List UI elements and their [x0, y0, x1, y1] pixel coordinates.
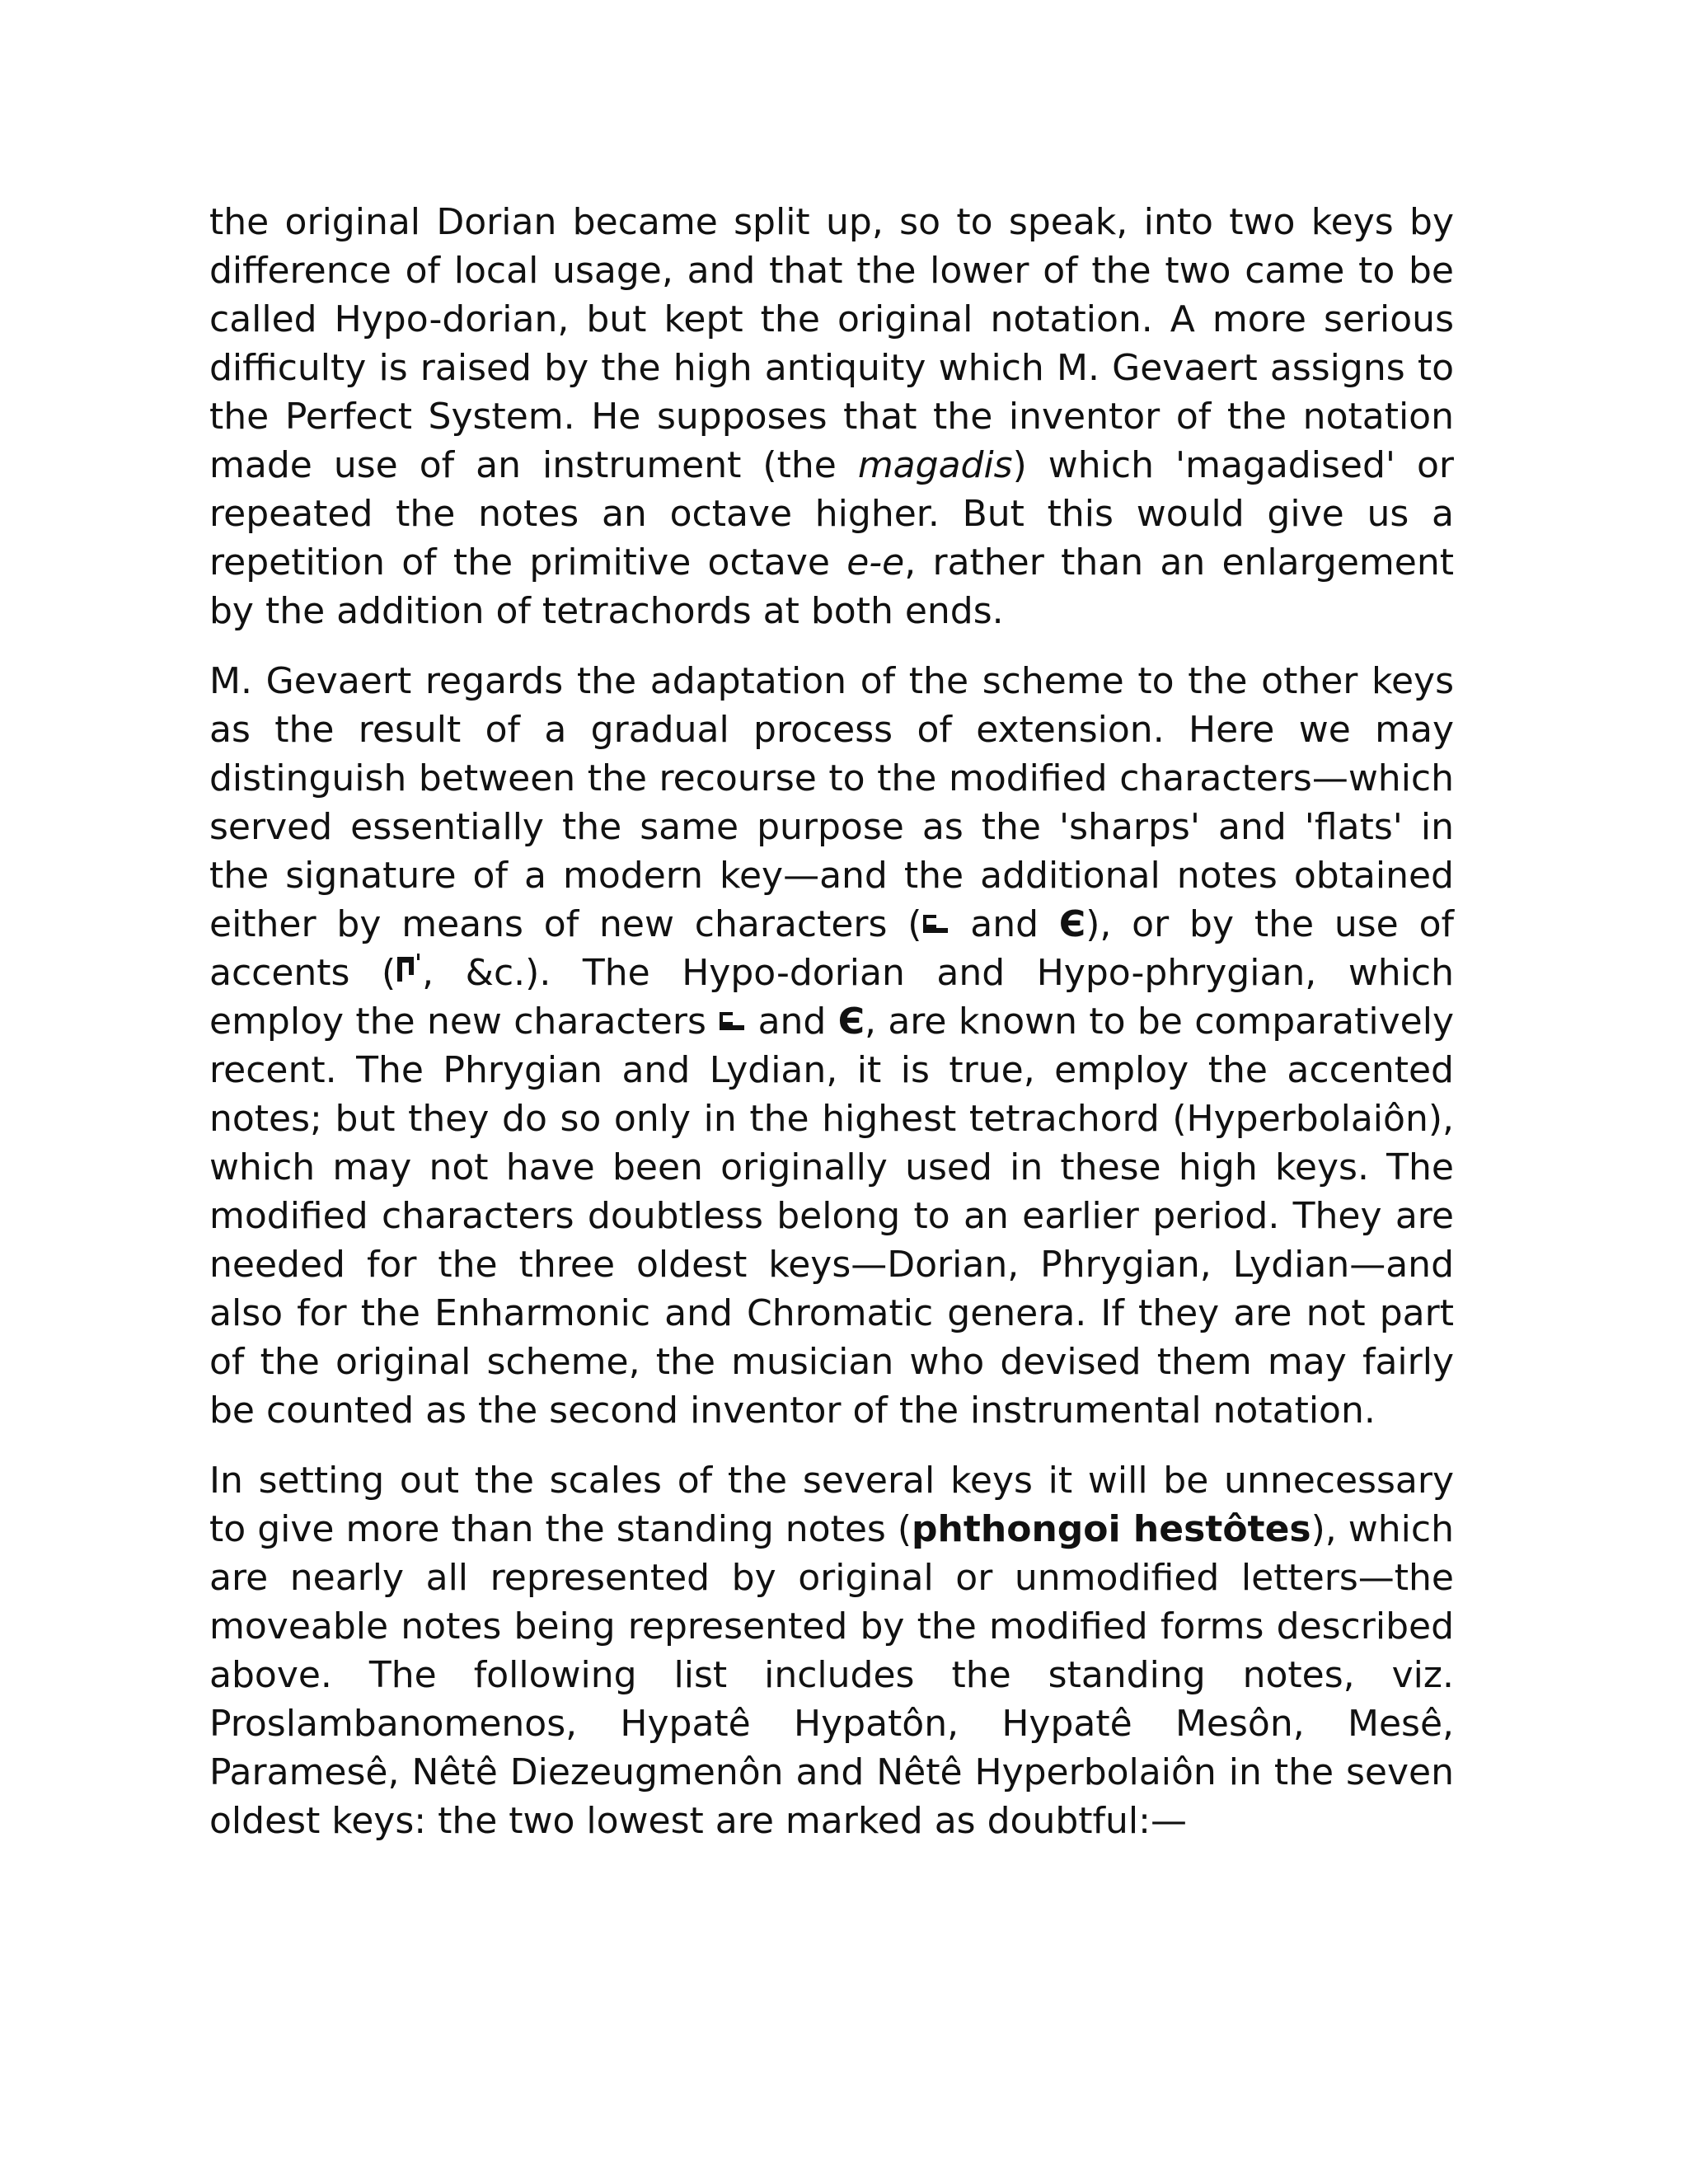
document-page: [209, 198, 1454, 1867]
hook-notation-icon: [718, 1009, 746, 1033]
paragraph-2-text-f: , are known to be comparatively recent. The Phrygian and Lydian, it is true, employ the accented notes; but they do so only in the highest tetrachord (Hyperbolaiôn), which may not have been originally used in these high keys. The modified characters doubtless belong to an earlier period. They are needed for the three oldest keys—Dorian, Phrygian, Lydian—and also for the Enharmonic and Chromatic genera. If they are not part of the original scheme, the musician who devised them may fairly be counted as the second inventor of the instrumental notation.: [209, 1001, 1454, 1432]
paragraph-1: [209, 198, 1454, 635]
paragraph-1-text-a: the original Dorian became split up, so to speak, into two keys by difference of local usage, and that the lower of the two came to be called Hypo-dorian, but kept the original notation. A more serious difficulty is raised by the high antiquity which M. Gevaert assigns to the Perfect System. He supposes that the inventor of the notation made use of an instrument (the: [209, 201, 1454, 486]
paragraph-2-text-c: ), or by the use of accents (: [209, 903, 1454, 994]
epsilon-notation-icon: Є: [837, 1001, 865, 1043]
term-phthongoi-hestotes: phthongoi hestôtes: [912, 1508, 1311, 1550]
paragraph-3-text-a: In setting out the scales of the several keys it will be unnecessary to give more than the standing notes (: [209, 1460, 1454, 1550]
paragraph-2-text-b: and: [950, 903, 1059, 945]
accented-pi-notation-icon: [396, 954, 422, 985]
paragraph-3-text-b: ), which are nearly all represented by original or unmodified letters—the moveable notes being represented by the modified forms described above. The following list includes the standing notes, viz. Proslambanomenos, Hypatê Hypatôn, Hypatê Mesôn, Mesê, Paramesê, Nêtê Diezeugmenôn and Nêtê Hyperbolaiôn in the seven oldest keys: the two lowest are marked as doubtful:—: [209, 1508, 1454, 1842]
term-magadis: magadis: [857, 444, 1013, 486]
paragraph-2: [209, 657, 1454, 1435]
paragraph-2-text-e: and: [746, 1001, 838, 1043]
hook-notation-icon: [921, 912, 950, 936]
paragraph-3: [209, 1456, 1454, 1845]
epsilon-notation-icon: Є: [1058, 903, 1086, 945]
term-e-e: e-e: [846, 541, 905, 583]
paragraph-2-text-d: , &c.). The Hypo-dorian and Hypo-phrygian, which employ the new characters: [209, 952, 1454, 1043]
paragraph-1-text-c: , rather than an enlargement by the addition of tetrachords at both ends.: [209, 541, 1454, 632]
paragraph-2-text-a: M. Gevaert regards the adaptation of the scheme to the other keys as the result of a gradual process of extension. Here we may distinguish between the recourse to the modified characters—which served essentially the same purpose as the 'sharps' and 'flats' in the signature of a modern key—and the additional notes obtained either by means of new characters (: [209, 660, 1454, 945]
paragraph-1-text-b: ) which 'magadised' or repeated the notes an octave higher. But this would give us a repetition of the primitive octave: [209, 444, 1455, 583]
